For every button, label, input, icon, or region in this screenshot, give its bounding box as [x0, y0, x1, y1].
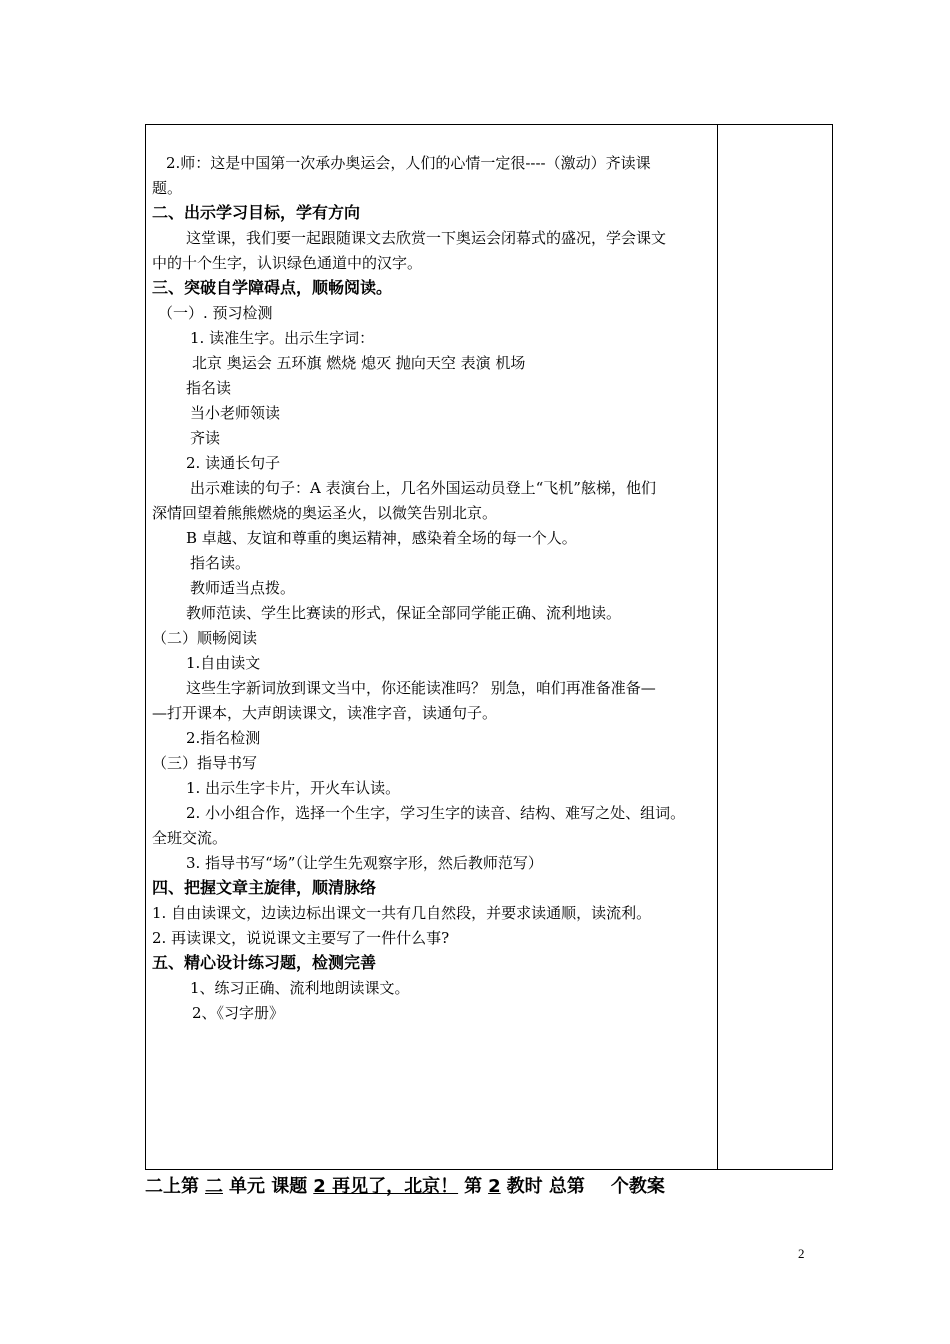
section-heading: 四、把握文章主旋律，顺清脉络 — [152, 878, 377, 897]
text-line: 中的十个生字，认识绿色通道中的汉字。 — [152, 254, 423, 272]
subheading: （一）. 预习检测 — [158, 304, 273, 322]
text-line: 题。 — [152, 179, 183, 197]
text-line: 指名读。 — [190, 554, 251, 572]
lesson-footer — [145, 1172, 665, 1198]
text-line: 1. 读准生字。出示生字词： — [190, 329, 375, 347]
section-heading: 五、精心设计练习题，检测完善 — [152, 953, 377, 972]
text-line: 2. 再读课文，说说课文主要写了一件什么事? — [152, 929, 450, 947]
text-line: 齐读 — [190, 429, 221, 447]
text-line: 2. 读通长句子 — [186, 454, 281, 472]
text-line: 1、练习正确、流利地朗读课文。 — [190, 979, 410, 997]
text-line: 教师适当点拨。 — [190, 579, 296, 597]
text-line: 全班交流。 — [152, 829, 228, 847]
text-line: 1.自由读文 — [186, 654, 261, 672]
subheading: （二）顺畅阅读 — [152, 629, 258, 647]
footer-text: 个教案 — [610, 1176, 665, 1197]
text-line: 1. 自由读课文，边读边标出课文一共有几自然段，并要求读通顺，读流利。 — [152, 904, 652, 922]
footer-text: 第 — [464, 1176, 483, 1197]
text-line: 2、《习字册》 — [192, 1004, 285, 1022]
page-number: 2 — [798, 1246, 805, 1261]
text-line: —打开课本，大声朗读课文，读准字音，读通句子。 — [152, 704, 498, 722]
footer-unit: 二 — [205, 1176, 223, 1197]
text-line: 当小老师领读 — [190, 404, 281, 422]
text-line: 出示难读的句子：A 表演台上，几名外国运动员登上“飞机”舷梯，他们 — [190, 479, 656, 497]
table-column-divider — [717, 124, 718, 1170]
text-line: 教师范读、学生比赛读的形式，保证全部同学能正确、流利地读。 — [186, 604, 622, 622]
footer-title: 2 再见了，北京！ — [313, 1176, 459, 1197]
text-line: 1. 出示生字卡片，开火车认读。 — [186, 779, 401, 797]
text-line: 2.师：这是中国第一次承办奥运会，人们的心情一定很----（激动）齐读课 — [166, 154, 651, 172]
section-heading: 二、出示学习目标，学有方向 — [152, 203, 361, 222]
lesson-content — [152, 0, 712, 1170]
text-line: 深情回望着熊熊燃烧的奥运圣火，以微笑告别北京。 — [152, 504, 498, 522]
text-line: 这堂课，我们要一起跟随课文去欣赏一下奥运会闭幕式的盛况，学会课文 — [186, 229, 667, 247]
text-line: B 卓越、友谊和尊重的奥运精神，感染着全场的每一个人。 — [186, 529, 577, 547]
footer-text: 单元 课题 — [229, 1176, 308, 1197]
footer-period: 2 — [488, 1176, 501, 1197]
text-line: 2.指名检测 — [186, 729, 261, 747]
footer-text: 二上第 — [145, 1176, 199, 1197]
footer-text: 教时 总第 — [506, 1176, 585, 1197]
vocab-list: 北京 奥运会 五环旗 燃烧 熄灭 抛向天空 表演 机场 — [192, 354, 526, 372]
text-line: 指名读 — [186, 379, 232, 397]
subheading: （三）指导书写 — [152, 754, 258, 772]
text-line: 3. 指导书写“场”（让学生先观察字形，然后教师范写） — [186, 854, 543, 872]
text-line: 2. 小小组合作，选择一个生字，学习生字的读音、结构、难写之处、组词。 — [186, 804, 686, 822]
section-heading: 三、突破自学障碍点，顺畅阅读。 — [152, 278, 393, 297]
text-line: 这些生字新词放到课文当中，你还能读准吗？ 别急，咱们再准备准备— — [186, 679, 656, 697]
